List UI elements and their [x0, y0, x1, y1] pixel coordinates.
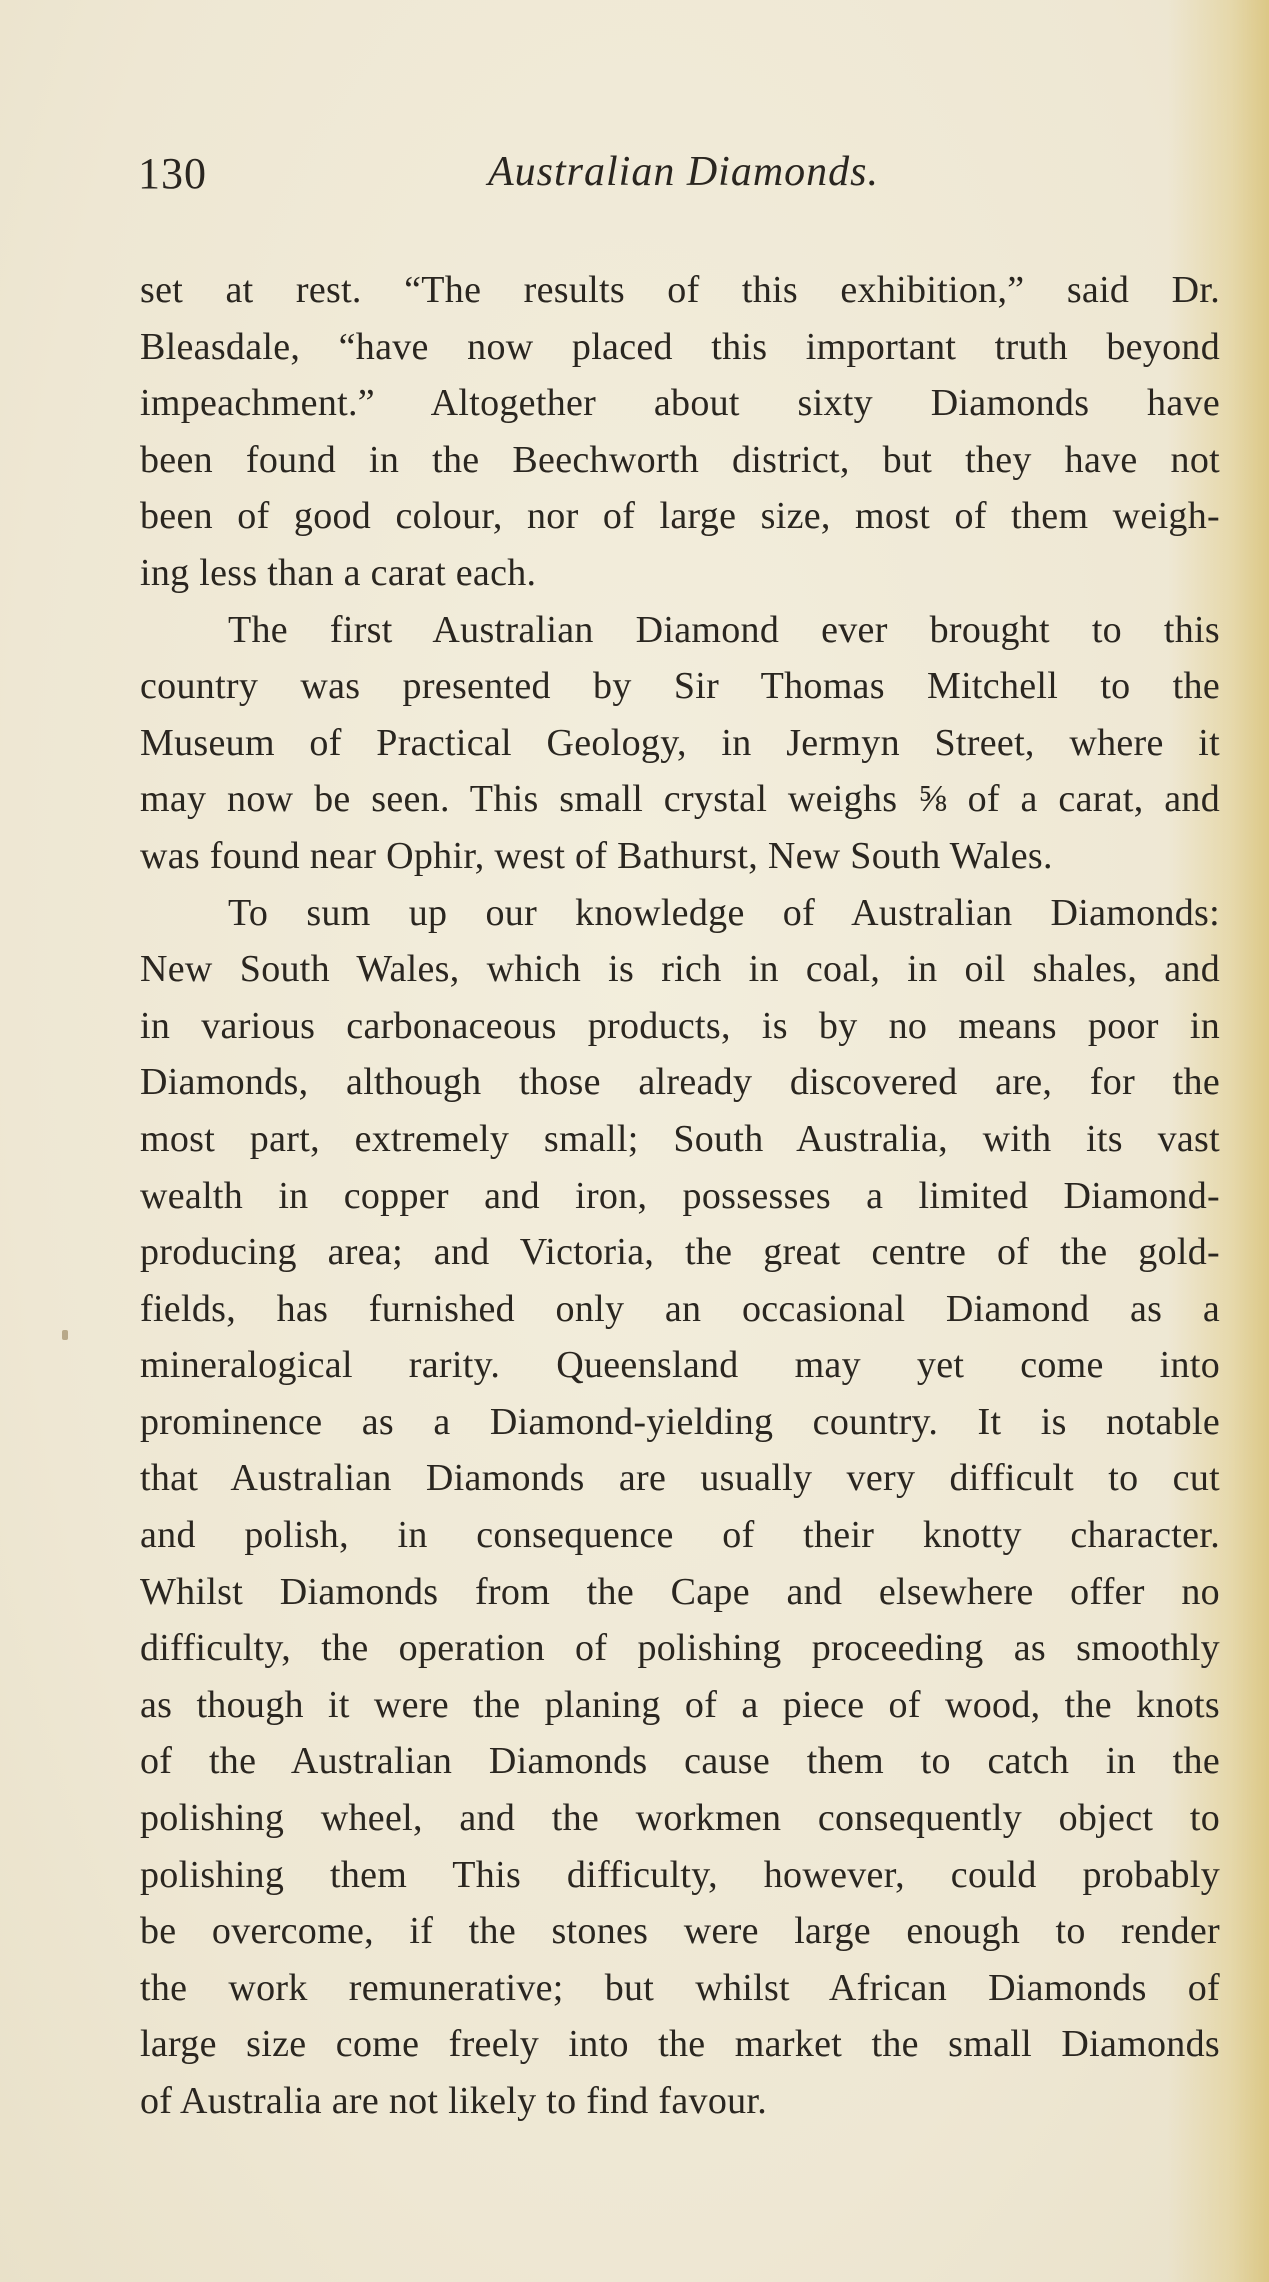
text-line: Diamonds, although those already discovered are, for the — [140, 1061, 1220, 1104]
text-line: ing less than a carat each. — [140, 551, 537, 594]
text-line: polishing wheel, and the workmen consequently object to — [140, 1797, 1220, 1840]
paragraph — [140, 602, 1220, 885]
text-line: difficulty, the operation of polishing proceeding as smoothly — [140, 1627, 1220, 1670]
text-line: mineralogical rarity. Queensland may yet come into — [140, 1344, 1220, 1387]
paragraph — [140, 885, 1220, 2130]
text-line: may now be seen. This small crystal weighs ⅝ of a carat, and — [140, 778, 1220, 821]
text-line: the work remunerative; but whilst African Diamonds of — [140, 1966, 1220, 2009]
text-line: as though it were the planing of a piece of wood, the knots — [140, 1683, 1220, 1726]
text-line: Museum of Practical Geology, in Jermyn Street, where it — [140, 721, 1220, 764]
text-line: country was presented by Sir Thomas Mitchell to the — [140, 665, 1220, 708]
text-line: producing area; and Victoria, the great centre of the gold- — [140, 1231, 1220, 1274]
text-line: The first Australian Diamond ever brought to this — [228, 608, 1220, 651]
text-line: To sum up our knowledge of Australian Diamonds: — [228, 891, 1220, 934]
paragraph — [140, 262, 1220, 602]
text-line: set at rest. “The results of this exhibition,” said Dr. — [140, 269, 1220, 311]
text-line: been found in the Beechworth district, but they have not — [140, 438, 1220, 481]
text-line: in various carbonaceous products, is by no means poor in — [140, 1004, 1220, 1047]
text-line: large size come freely into the market the small Diamonds — [140, 2023, 1220, 2066]
text-line: Bleasdale, “have now placed this important truth beyond — [140, 325, 1220, 368]
running-title: Australian Diamonds. — [488, 149, 880, 195]
text-line: been of good colour, nor of large size, most of them weigh- — [140, 495, 1220, 538]
text-line: impeachment.” Altogether about sixty Diamonds have — [140, 382, 1220, 425]
text-line: of Australia are not likely to find favour. — [140, 2080, 768, 2122]
body-text — [140, 262, 1220, 2130]
text-line: be overcome, if the stones were large enough to render — [140, 1910, 1220, 1953]
page-number: 130 — [138, 149, 207, 198]
text-line: of the Australian Diamonds cause them to catch in the — [140, 1740, 1220, 1783]
text-line: fields, has furnished only an occasional Diamond as a — [140, 1287, 1220, 1330]
running-head — [138, 148, 1138, 208]
text-line: polishing them This difficulty, however, could probably — [140, 1853, 1220, 1896]
page-speck — [62, 1330, 68, 1340]
text-line: wealth in copper and iron, possesses a limited Diamond- — [140, 1174, 1220, 1217]
text-line: Whilst Diamonds from the Cape and elsewhere offer no — [140, 1570, 1220, 1613]
text-line: prominence as a Diamond-yielding country. It is notable — [140, 1400, 1220, 1443]
text-line: New South Wales, which is rich in coal, in oil shales, and — [140, 948, 1220, 991]
text-line: that Australian Diamonds are usually very difficult to cut — [140, 1457, 1220, 1500]
text-line: and polish, in consequence of their knotty character. — [140, 1514, 1220, 1557]
text-line: was found near Ophir, west of Bathurst, New South Wales. — [140, 834, 1053, 877]
text-line: most part, extremely small; South Australia, with its vast — [140, 1117, 1220, 1160]
